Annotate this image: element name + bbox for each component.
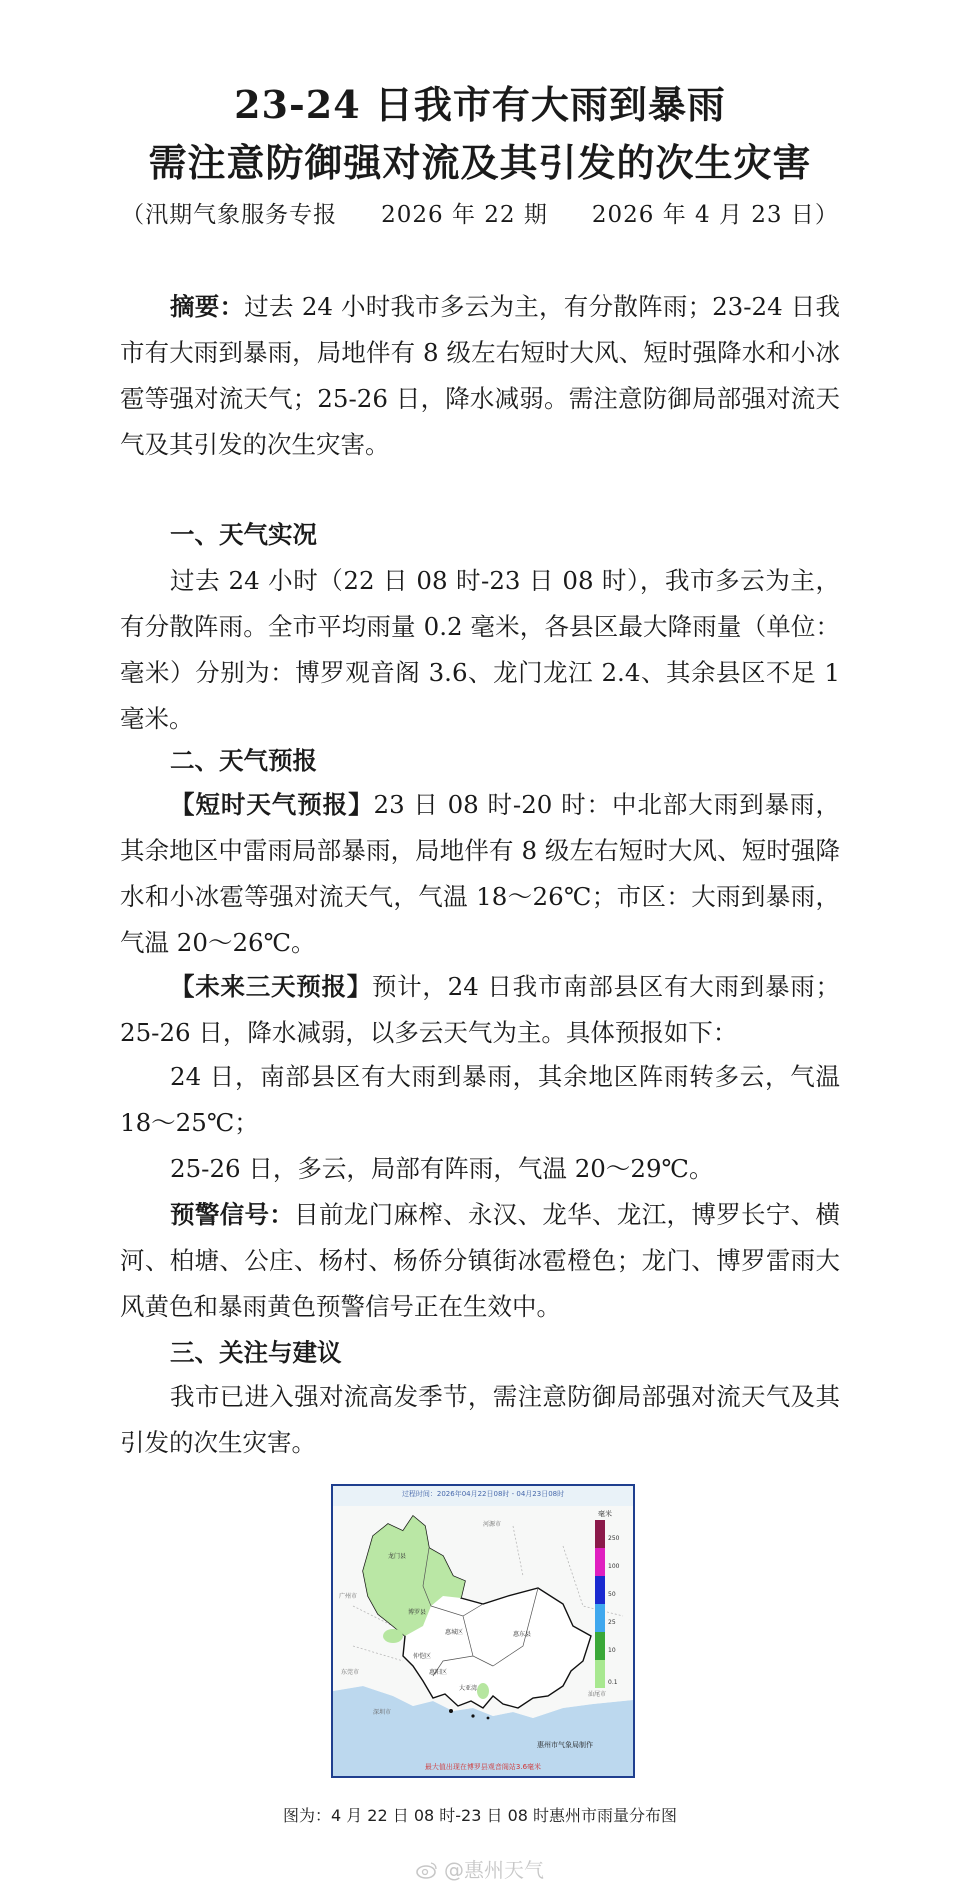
warning-text: 目前龙门麻榨、永汉、龙华、龙江，博罗长宁、横河、柏塘、公庄、杨村、杨侨分镇街冰雹橙色；龙门、博罗雷雨大风黄色和暴雨黄色预警信号正在生效中。	[120, 1200, 841, 1321]
section1-paragraph: 过去 24 小时（22 日 08 时-23 日 08 时），我市多云为主，有分散阵雨。全市平均雨量 0.2 毫米，各县区最大降雨量（单位：毫米）分别为：博罗观音阁 3.6、龙门龙江 2.4、其余县区不足 1 毫米。	[120, 566, 840, 733]
summary-text: 过去 24 小时我市多云为主，有分散阵雨；23-24 日我市有大雨到暴雨，局地伴有 8 级左右短时大风、短时强降水和小冰雹等强对流天气；25-26 日，降水减弱。需注意防御局部强对流天气及其引发的次生灾害。	[120, 292, 840, 459]
document-title-line2: 需注意防御强对流及其引发的次生灾害	[148, 140, 812, 185]
legend-color-0.1	[595, 1660, 605, 1688]
map-producer: 惠州市气象局制作	[537, 1741, 593, 1749]
legend-label: 250	[608, 1535, 620, 1542]
legend-color-10	[595, 1632, 605, 1660]
island-marker	[449, 1709, 453, 1713]
three-day-forecast-text: 预计，24 日我市南部县区有大雨到暴雨；25-26 日，降水减弱，以多云天气为主。具体预报如下：	[120, 972, 841, 1047]
day24-forecast: 24 日，南部县区有大雨到暴雨，其余地区阵雨转多云，气温 18～25℃；	[120, 1062, 840, 1137]
document-title-line1: 23-24 日我市有大雨到暴雨	[234, 82, 726, 127]
place-label: 惠东县	[513, 1631, 532, 1638]
place-label: 仲恺区	[413, 1653, 432, 1660]
subtitle-date: 2026 年 4 月 23 日）	[591, 202, 839, 228]
short-forecast-label: 【短时天气预报】	[170, 790, 374, 819]
island-marker	[471, 1714, 474, 1717]
legend-label: 10	[608, 1647, 616, 1654]
place-label: 惠城区	[445, 1629, 464, 1636]
legend-label: 100	[608, 1563, 620, 1570]
warning-paragraph	[120, 1192, 840, 1330]
rain-area-west	[383, 1629, 403, 1643]
section2-heading: 二、天气预报	[170, 746, 317, 775]
weibo-watermark	[0, 1854, 960, 1883]
section3-paragraph: 我市已进入强对流高发季节，需注意防御局部强对流天气及其引发的次生灾害。	[120, 1382, 840, 1457]
legend-label: 25	[608, 1619, 616, 1626]
subtitle-series: （汛期气象服务专报	[121, 202, 338, 228]
place-label: 广州市	[339, 1593, 358, 1600]
rainfall-map	[331, 1484, 635, 1778]
legend-label: 0.1	[608, 1679, 618, 1686]
three-day-forecast-paragraph	[120, 964, 840, 1056]
short-forecast-text: 23 日 08 时-20 时：中北部大雨到暴雨，其余地区中雷雨局部暴雨，局地伴有 8 级左右短时大风、短时强降水和小冰雹等强对流天气，气温 18～26℃；市区：大雨到暴雨，气温 20～26℃。	[120, 790, 840, 957]
map-max-note: 最大值出现在博罗县观音阁站3.6毫米	[424, 1763, 542, 1771]
section3-heading: 三、关注与建议	[170, 1338, 342, 1367]
map-period: 过程时间：2026年04月22日08时 - 04月23日08时	[401, 1490, 565, 1498]
place-label: 龙门县	[388, 1553, 407, 1560]
day2526-forecast: 25-26 日，多云，局部有阵雨，气温 20～29℃。	[170, 1154, 714, 1183]
rain-area-south	[477, 1683, 489, 1699]
legend-color-25	[595, 1604, 605, 1632]
document-subtitle	[0, 196, 960, 229]
subtitle-issue: 2026 年 22 期	[381, 202, 548, 228]
watermark-text: @惠州天气	[444, 1858, 544, 1882]
place-label: 汕尾市	[588, 1691, 607, 1698]
island-marker	[487, 1717, 490, 1720]
place-label: 惠阳区	[429, 1669, 448, 1676]
place-label: 东莞市	[341, 1669, 360, 1676]
legend-unit: 毫米	[598, 1510, 612, 1518]
legend-label: 50	[608, 1591, 616, 1598]
section1-heading: 一、天气实况	[170, 520, 317, 549]
figure-caption: 图为：4 月 22 日 08 时-23 日 08 时惠州市雨量分布图	[282, 1806, 678, 1825]
summary-paragraph	[120, 284, 840, 468]
place-label: 深圳市	[373, 1709, 392, 1716]
short-forecast-paragraph	[120, 782, 840, 966]
warning-label: 预警信号：	[170, 1200, 295, 1229]
legend-color-250	[595, 1520, 605, 1548]
place-label: 博罗县	[408, 1609, 427, 1616]
place-label: 大亚湾	[459, 1685, 478, 1692]
legend-color-50	[595, 1576, 605, 1604]
rainfall-map-graphic	[333, 1486, 633, 1776]
place-label: 河源市	[483, 1521, 502, 1528]
legend-color-100	[595, 1548, 605, 1576]
weibo-icon	[416, 1861, 438, 1879]
summary-label: 摘要：	[170, 292, 245, 321]
three-day-forecast-label: 【未来三天预报】	[170, 972, 372, 1001]
